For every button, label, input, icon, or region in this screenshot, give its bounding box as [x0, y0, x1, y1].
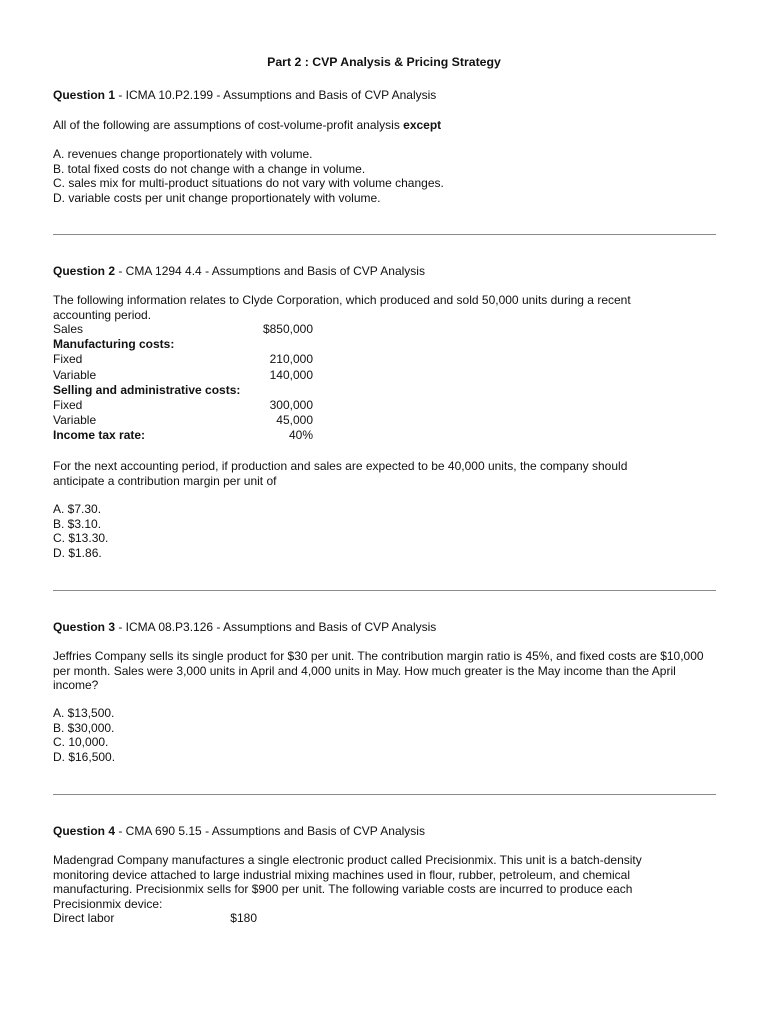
row-value: 140,000 — [269, 367, 313, 382]
question-1-ref: - ICMA 10.P2.199 - Assumptions and Basis of CVP Analysis — [115, 88, 437, 102]
question-1 — [53, 88, 715, 103]
table-row — [53, 337, 313, 352]
question-3-header — [53, 620, 715, 635]
row-label: Direct labor — [53, 911, 115, 925]
table-row — [53, 352, 313, 367]
question-2-ref: - CMA 1294 4.4 - Assumptions and Basis of CVP Analysis — [115, 264, 425, 278]
table-row — [53, 368, 313, 383]
question-2-intro: The following information relates to Clyde Corporation, which produced and sold 50,000 units during a recent accounting period. — [53, 293, 631, 322]
question-4-ref: - CMA 690 5.15 - Assumptions and Basis of CVP Analysis — [115, 824, 425, 838]
question-1-stem-emphasis: except — [403, 118, 442, 132]
row-label: Selling and administrative costs: — [53, 382, 241, 397]
question-2-label: Question 2 — [53, 264, 116, 278]
question-2-question: For the next accounting period, if production and sales are expected to be 40,000 units, the company should anticipate a contribution margin per unit of — [53, 459, 628, 488]
question-4 — [53, 824, 715, 839]
question-3-ref: - ICMA 08.P3.126 - Assumptions and Basis of CVP Analysis — [115, 620, 437, 634]
table-row — [53, 428, 313, 443]
answer-option: D. variable costs per unit change proportionately with volume. — [53, 190, 381, 205]
row-label: Variable — [53, 413, 97, 428]
row-value: $850,000 — [262, 322, 313, 336]
question-4-stem: Madengrad Company manufactures a single electronic product called Precisionmix. This unit is a batch-density monitoring device attached to large industrial mixing machines used in flour, rubber, petroleum, and chemical manufacturing. Precisionmix sells for $900 per unit. The following variable costs are incurred to produce each Precisionmix device: — [53, 853, 642, 911]
table-row — [53, 413, 313, 428]
answer-option: B. $3.10. — [53, 516, 102, 531]
divider — [53, 234, 716, 235]
question-1-stem-text: All of the following are assumptions of cost-volume-profit analysis — [53, 118, 404, 132]
answer-option: D. $1.86. — [53, 545, 102, 560]
row-value: 210,000 — [269, 352, 313, 367]
table-row — [53, 383, 313, 398]
question-2-answers — [53, 502, 715, 560]
question-2-header — [53, 264, 715, 279]
table-row — [53, 398, 313, 413]
row-label: Sales — [53, 322, 84, 336]
divider — [53, 794, 716, 795]
answer-option: C. $13.30. — [53, 531, 109, 546]
answer-option: B. total fixed costs do not change with a change in volume. — [53, 161, 366, 176]
answer-option: B. $30,000. — [53, 720, 115, 735]
row-label: Variable — [53, 367, 97, 382]
cost-table — [53, 911, 257, 926]
row-value: $180 — [230, 911, 257, 925]
answer-option: D. $16,500. — [53, 749, 116, 764]
row-label: Fixed — [53, 397, 83, 412]
question-4-label: Question 4 — [53, 824, 116, 838]
row-value: 40% — [288, 428, 313, 443]
row-label: Income tax rate: — [53, 428, 146, 443]
question-3-label: Question 3 — [53, 620, 116, 634]
answer-option: A. $13,500. — [53, 706, 115, 720]
row-label: Fixed — [53, 352, 83, 367]
answer-option: C. sales mix for multi-product situations do not vary with volume changes. — [53, 176, 444, 191]
question-3-stem: Jeffries Company sells its single product for $30 per unit. The contribution margin ratio is 45%, and fixed costs are $10,000 per month. Sales were 3,000 units in April and 4,000 units in May. How much greater is the May income than the April income? — [53, 649, 704, 693]
answer-option: A. $7.30. — [53, 502, 102, 516]
answer-option: A. revenues change proportionately with volume. — [53, 147, 313, 161]
question-1-header — [53, 88, 715, 103]
page-title: Part 2 : CVP Analysis & Pricing Strategy — [267, 55, 501, 69]
table-row — [53, 911, 257, 926]
question-2 — [53, 264, 715, 279]
row-value: 45,000 — [276, 413, 313, 428]
financial-table — [53, 322, 313, 444]
table-row — [53, 322, 313, 337]
question-1-answers — [53, 147, 715, 205]
question-1-stem — [53, 118, 715, 133]
question-1-label: Question 1 — [53, 88, 116, 102]
divider — [53, 590, 716, 591]
answer-option: C. 10,000. — [53, 735, 109, 750]
question-3 — [53, 620, 715, 635]
question-4-header — [53, 824, 715, 839]
question-3-answers — [53, 706, 715, 764]
row-value: 300,000 — [269, 397, 313, 412]
row-label: Manufacturing costs: — [53, 337, 175, 352]
